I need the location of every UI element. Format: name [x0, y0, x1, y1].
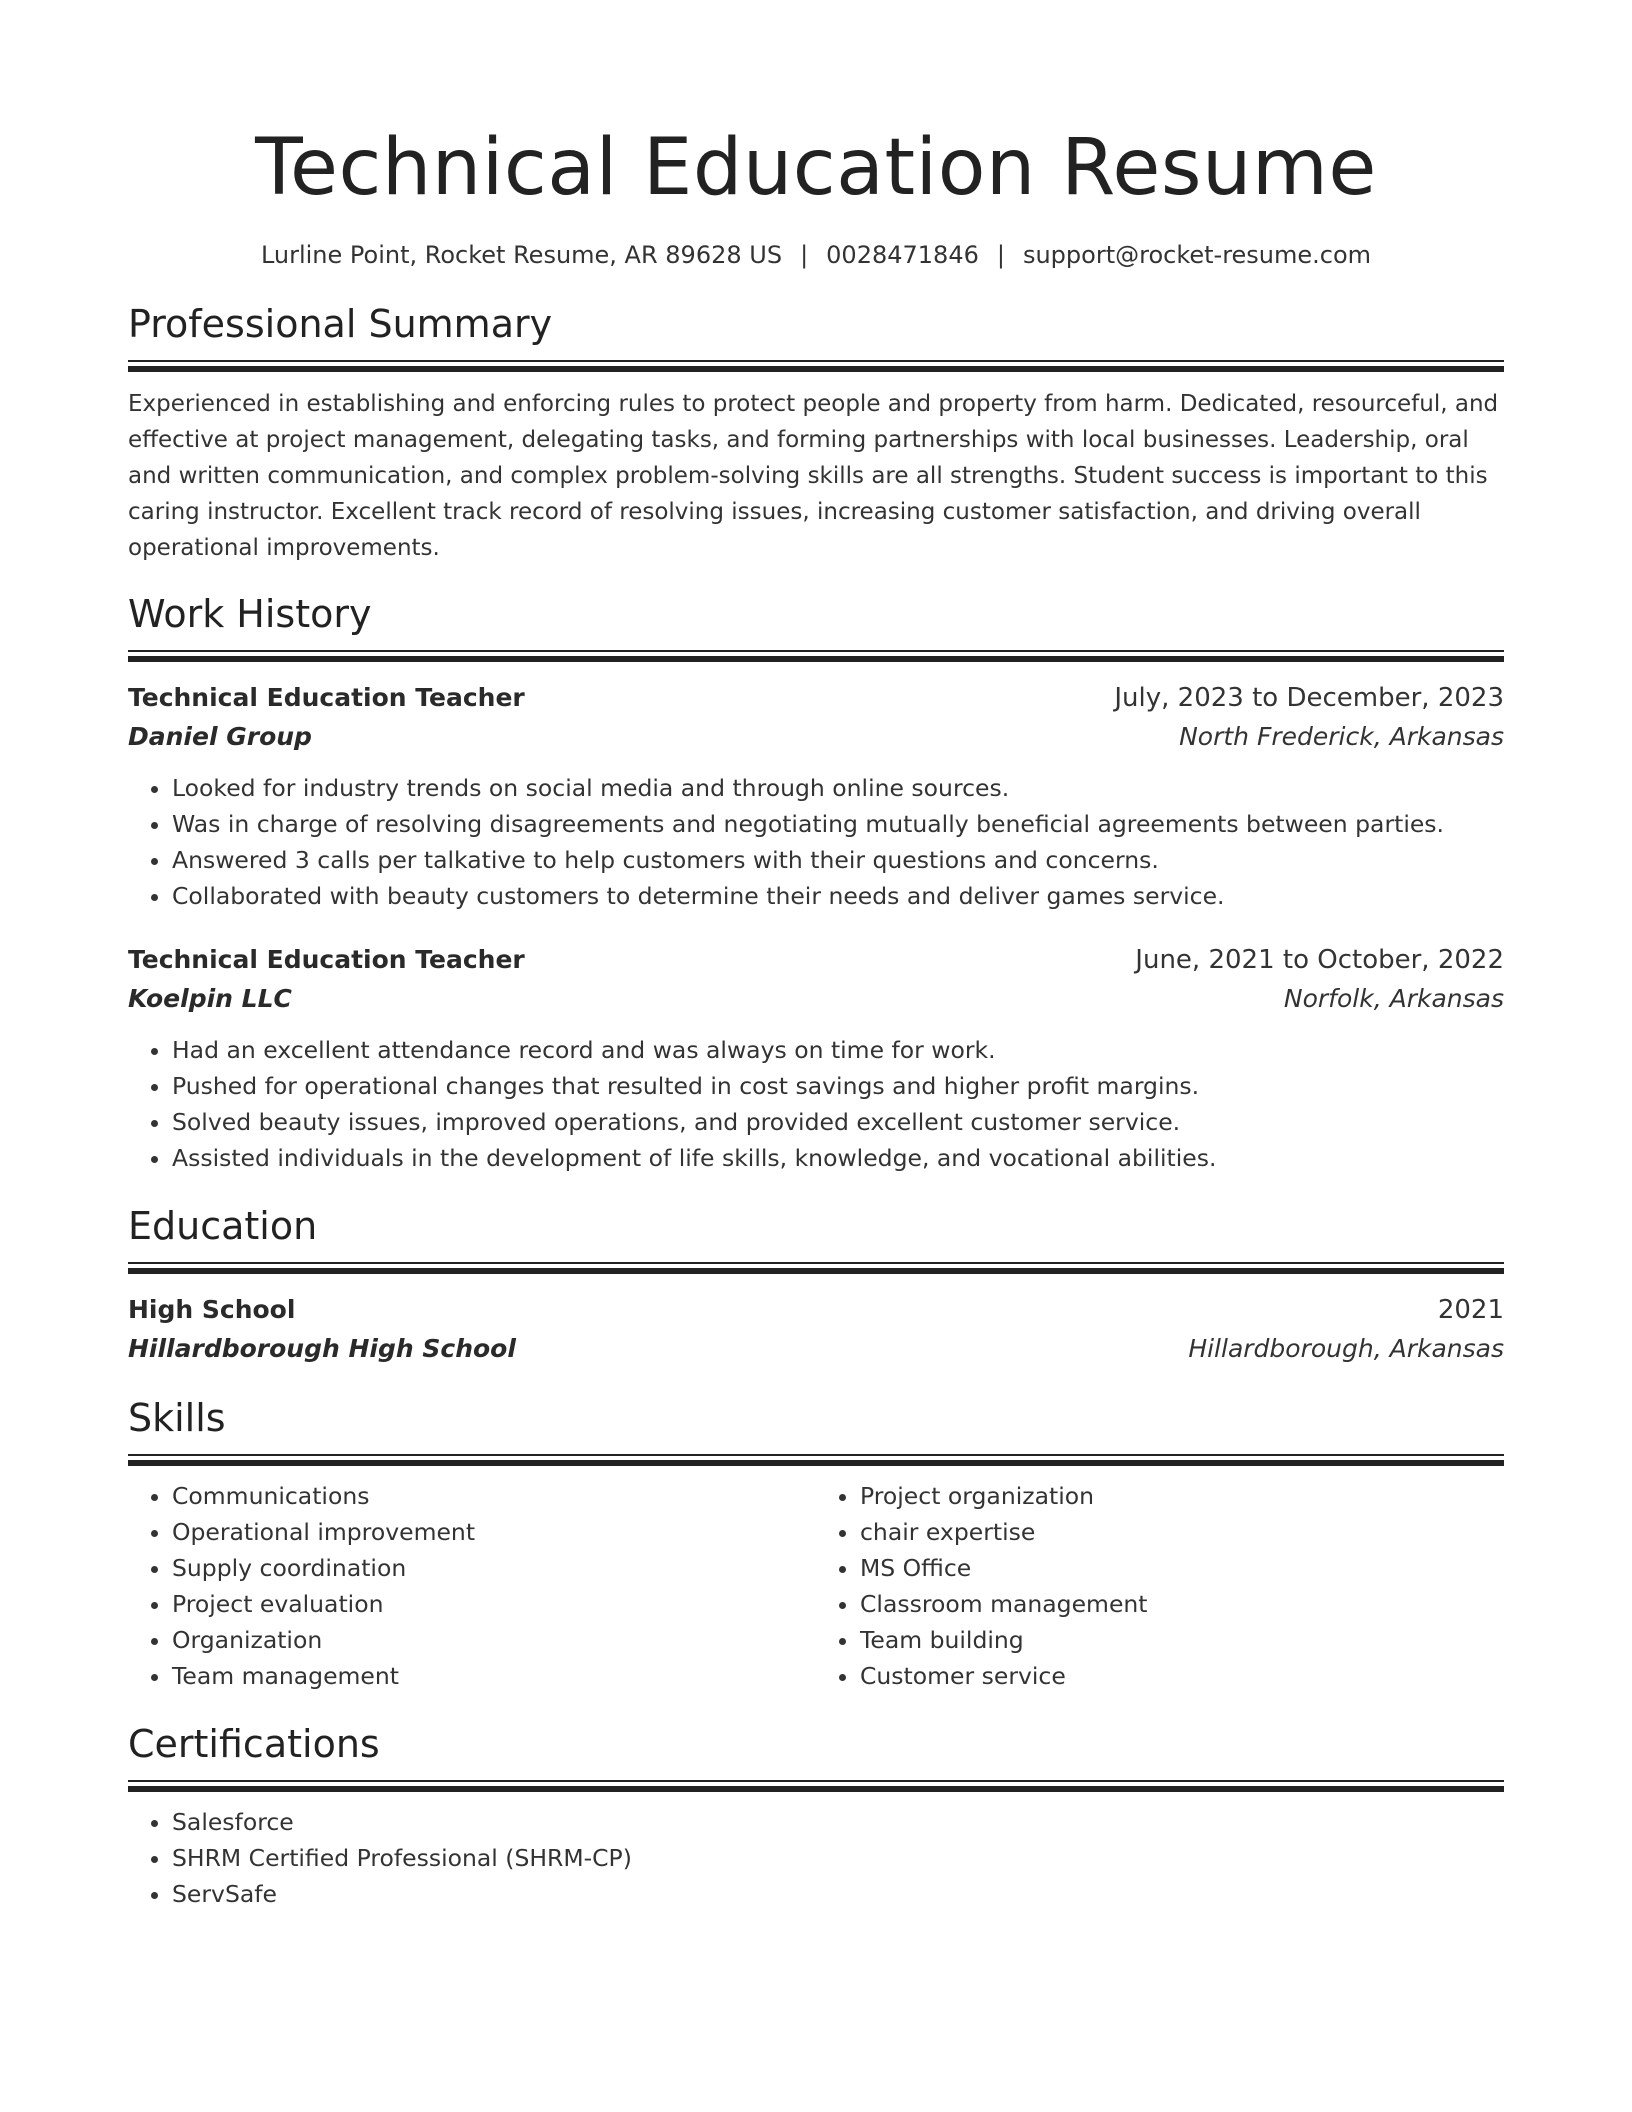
certification-item: • ServSafe [172, 1876, 1504, 1912]
skill-item: • Operational improvement [172, 1514, 816, 1550]
section-divider [128, 650, 1504, 662]
skill-item: • Communications [172, 1478, 816, 1514]
employer-name: Daniel Group [128, 722, 312, 751]
job-location: Norfolk, Arkansas [1283, 984, 1504, 1013]
section-divider [128, 1262, 1504, 1274]
job-location: North Frederick, Arkansas [1179, 722, 1504, 751]
section-heading-education: Education [128, 1204, 318, 1248]
skill-item: • Project evaluation [172, 1586, 816, 1622]
job-duty: • Collaborated with beauty customers to determine their needs and deliver games service. [172, 878, 1504, 914]
section-heading-skills: Skills [128, 1396, 226, 1440]
employer-name: Koelpin LLC [128, 984, 292, 1013]
job-dates: July, 2023 to December, 2023 [1114, 683, 1504, 713]
job-dates: June, 2021 to October, 2022 [1135, 945, 1504, 975]
skill-item: • Supply coordination [172, 1550, 816, 1586]
skill-item: • Project organization [860, 1478, 1504, 1514]
work-history-section [128, 590, 1504, 1176]
job-duties-list [128, 1032, 1504, 1176]
job-duty: • Assisted individuals in the development of life skills, knowledge, and vocational abilities. [172, 1140, 1504, 1176]
skill-item: • Customer service [860, 1658, 1504, 1694]
skills-list-right [816, 1478, 1504, 1694]
job-duty: • Had an excellent attendance record and was always on time for work. [172, 1032, 1504, 1068]
contact-address: Lurline Point, Rocket Resume, AR 89628 US [260, 241, 783, 269]
job-title: Technical Education Teacher [128, 945, 525, 974]
contact-separator: | [800, 241, 809, 269]
school-name: Hillardborough High School [128, 1334, 516, 1363]
skill-item: • Team building [860, 1622, 1504, 1658]
job-duty: • Solved beauty issues, improved operations, and provided excellent customer service. [172, 1104, 1504, 1140]
job-duties-list [128, 770, 1504, 914]
section-divider [128, 360, 1504, 372]
skill-item: • Team management [172, 1658, 816, 1694]
section-heading-work-history: Work History [128, 592, 372, 636]
contact-email[interactable]: support@rocket-resume.com [1022, 241, 1372, 269]
skills-columns [128, 1478, 1504, 1694]
certifications-section [128, 1720, 1504, 1912]
contact-separator: | [996, 241, 1005, 269]
skills-list-left [128, 1478, 816, 1694]
job-duty: • Answered 3 calls per talkative to help customers with their questions and concerns. [172, 842, 1504, 878]
section-heading-certifications: Certifications [128, 1722, 380, 1766]
job-duty: • Pushed for operational changes that resulted in cost savings and higher profit margins. [172, 1068, 1504, 1104]
job-duty: • Looked for industry trends on social media and through online sources. [172, 770, 1504, 806]
job-title: Technical Education Teacher [128, 683, 525, 712]
school-location: Hillardborough, Arkansas [1188, 1334, 1504, 1363]
summary-section [128, 300, 1504, 566]
job-entry [128, 940, 1504, 1176]
degree-name: High School [128, 1295, 296, 1324]
certification-item: • SHRM Certified Professional (SHRM-CP) [172, 1840, 1504, 1876]
graduation-year: 2021 [1437, 1295, 1504, 1325]
job-duty: • Was in charge of resolving disagreements and negotiating mutually beneficial agreements between parties. [172, 806, 1504, 842]
certification-item: • Salesforce [172, 1804, 1504, 1840]
certifications-list [128, 1804, 1504, 1912]
section-heading-summary: Professional Summary [128, 302, 553, 346]
job-entry [128, 678, 1504, 914]
skills-section [128, 1394, 1504, 1694]
summary-paragraph: Experienced in establishing and enforcing rules to protect people and property from harm. Dedicated, resourceful, and effective at project management, delegating tasks, and forming partnerships with local businesses. Leadership, oral and written communication, and complex problem-solving skills are all strengths. Student success is important to this caring instructor. Excellent track record of resolving issues, increasing customer satisfaction, and driving overall operational improvements. [128, 391, 1499, 561]
skill-item: • chair expertise [860, 1514, 1504, 1550]
skill-item: • MS Office [860, 1550, 1504, 1586]
education-section [128, 1202, 1504, 1368]
skill-item: • Classroom management [860, 1586, 1504, 1622]
skill-item: • Organization [172, 1622, 816, 1658]
section-divider [128, 1454, 1504, 1466]
contact-line [128, 238, 1504, 272]
section-divider [128, 1780, 1504, 1792]
contact-phone: 0028471846 [826, 241, 979, 269]
resume-title: Technical Education Resume [255, 123, 1377, 213]
